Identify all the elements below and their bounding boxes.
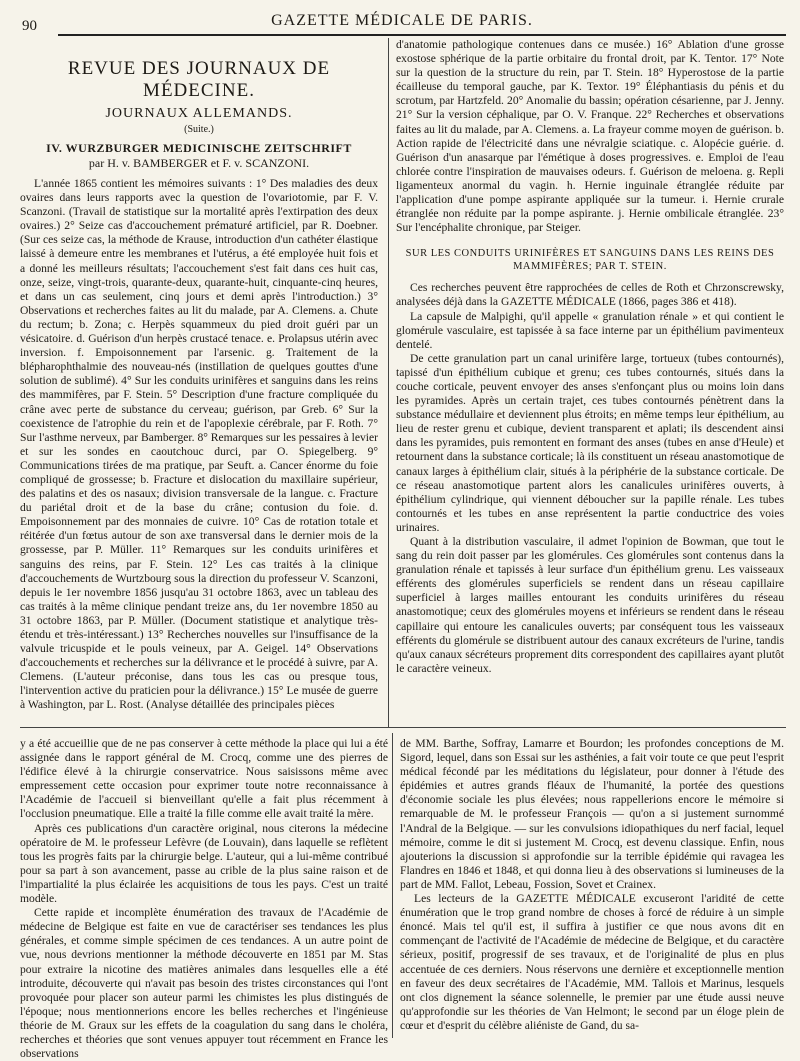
bottom-right-column: [400, 737, 784, 1037]
review-subtitle: JOURNAUX ALLEMANDS.: [105, 106, 293, 121]
academy-paragraph: Les lecteurs de la GAZETTE MÉDICALE excuseront l'aridité de cette énumération que le trop grand nombre de choses à forcé de réduire à un simple énoncé. Mais tel qu'il est, il suffira à justifier ce que nous avons dit en commençant de l'activité de l'Académie de médecine de Belgique, et du caractère sérieux, positif, progressif de ses travaux, et de l'originalité de plus en plus accentuée de ces derniers. Nous réservons une dernière et exceptionnelle mention en faveur des deux secrétaires de l'Académie, MM. Tallois et Marinus, lesquels ont clos dignement la séance solennelle, le premier par une étude aussi neuve qu'approfondie sur les théories de Van Helmont; le second par un éloge plein de cœur et d'esprit du célèbre aliéniste de Gand, du sa-: [400, 892, 784, 1032]
section-rule: [20, 727, 786, 728]
academy-paragraph: Après ces publications d'un caractère original, nous citerons la médecine opératoire de M. le professeur Lefèvre (de Louvain), dans laquelle se reflètent tous les progrès faits par la chirurgie belge. L'auteur, qui a lui-même contribué pour sa part à son avancement, passe au crible de la plus saine raison et de l'impartialité la plus éclairée les acquisitions de tous les pays. C'est un traité modèle.: [20, 821, 388, 906]
bottom-left-column: [20, 737, 388, 1061]
stein-paragraph: Quant à la distribution vasculaire, il admet l'opinion de Bowman, que tout le sang du rein doit passer par les glomérules. Ces glomérules sont contenus dans la granulation rénale et tapissés à leur surface d'un épithélium grenu. Les vaisseaux efférents des glomérules superficiels se rendent dans un réseau capillaire superficiel à larges mailles entourant les conduits urinifères du réseau anastomotique; ceux des glomérules moyens et inférieurs se rendent dans le réseau capillaire qui entoure les canalicules ouverts; par conséquent tous les vaisseaux efférents du glomérule se distribuent autour des canaux excréteurs de l'urine, tandis qu'aux canaux sécréteurs proprement dits correspondent des capillaires ayant plutôt le caractère veineux.: [396, 535, 784, 675]
journal-authors: par H. v. BAMBERGER et F. v. SCANZONI.: [88, 156, 310, 170]
memoir-list-paragraph: L'année 1865 contient les mémoires suivants : 1° Des maladies des deux ovaires dans leurs rapports avec la question de l'ovariotomie, par F. V. Scanzoni. (Travail de statistique sur la mortalité après l'extirpation des deux ovaires.) 2° Seize cas d'accouchement prématuré artificiel, par R. Doebner. (Sur ces seize cas, la méthode de Krause, introduction d'un cathéter élastique laissé à demeure entre les membranes et l'utérus, a été employée huit fois et a donné les meilleurs résultats; l'accouchement s'est fait dans ces huit cas, onze, seize, vingt-trois, quarante-deux, quarante-huit, cinquante-cinq heures, et dans un cas seulement, cinq jours et demi après l'introduction.) 3° Observations et recherches faites au lit du malade, par A. Clemens. a. Chute du rectum; b. Zona; c. Herpès squammeux du pied droit guéri par un vésicatoire. d. Guérison d'un herpès crustacé tenace. e. Prolapsus utérin avec inversion. f. Empoisonnement par l'arsenic. g. Traitement de la blépharophthalmie des nouveau-nés (instillation de quelques gouttes d'une solution de sublimé). 4° Sur les conduits urinifères et sanguins dans les reins des mammifères, par F. Stein. 5° Description d'une fracture compliquée du crâne avec perte de substance du cerveau; guérison, par Greb. 6° Sur la coexistence de l'atrophie du rein et de l'apoplexie cérébrale, par F. Roth. 7° Sur l'asthme nerveux, par Bamberger. 8° Remarques sur les pessaires à levier et sur les sondes en caoutchouc durci, par O. Spiegelberg. 9° Communications tirées de ma pratique, par Seuft. a. Cancer énorme du foie compliqué de grossesse; b. Fracture et dislocation du maxillaire supérieur, des palatins et des os nasaux; division transversale de la langue. c. Fracture du pariétal droit et de la base du crâne; contusion du foie. d. Empoisonnement par des monnaies de cuivre. 10° Cas de rotation totale et réitérée d'un fœtus autour de son axe transversal dans le dernier mois de la grossesse, par P. Müller. 11° Remarques sur les conduits urinifères et sanguins des reins, par F. Stein. 12° Les cas traités à la clinique d'accouchements de Wurtzbourg sous la direction du professeur V. Scanzoni, depuis le 1er novembre 1856 jusqu'au 31 octobre 1863, avec un tableau des cas traités à la même clinique pendant treize ans, du 1er novembre 1850 au 31 octobre 1863, par P. Müller. (Document statistique et analytique très-étendu et très-intéressant.) 13° Recherches nouvelles sur l'insuffisance de la valvule tricuspide et le pouls veineux, par A. Geigel. 14° Observations d'accouchements et recherches sur la délivrance et le procédé à suivre, par A. Clemens. (L'auteur préconise, dans tous les cas ou presque tous, l'intervention active du praticien pour la délivrance.) 15° Le musée de guerre à Washington, par L. Rost. (Analyse détaillée des principales pièces: [20, 177, 378, 712]
memoir-list-continuation: [396, 38, 784, 235]
page-header: [18, 10, 786, 34]
review-title: REVUE DES JOURNAUX DE MÉDECINE.: [67, 58, 331, 101]
right-column: [396, 38, 784, 718]
journal-title: IV. WURZBURGER MEDICINISCHE ZEITSCHRIFT: [46, 141, 352, 155]
academy-paragraph: Cette rapide et incomplète énumération des travaux de l'Académie de médecine de Belgique est faite en vue de caractériser ses tendances les plus générales, et comme simple spécimen de ces tendances. A un autre point de vue, nous devrions mentionner la méthode découverte en 1851 par M. Stas pour extraire la nicotine des matières animales dans lesquelles elle a été introduite, découverte qui n'avait pas besoin des tristes circonstances qui l'ont provoquée pour placer son auteur parmi les chimistes les plus distingués de l'époque; nous mentionnerions encore les belles recherches et l'ingénieuse théorie de M. Graux sur les effets de la coagulation du sang dans le choléra, recherches et théories que sont venues appuyer tout récemment en France les observations: [20, 906, 388, 1061]
stein-paragraph: De cette granulation part un canal urinifère large, tortueux (tubes contournés), tapissé d'un épithélium cubique et grenu; ces tubes contournés, situés dans la couche corticale, peuvent envoyer des anses s'enfonçant plus ou moins loin dans les pyramides. Après un certain trajet, ces tubes contournés pénètrent dans la substance médullaire et deviennent plus étroits; en même temps leur épithélium, au lieu de rester grenu et cubique, devient transparent et aplati; ils descendent ainsi dans les pyramides, puis remontent en formant des anses (tubes en anse d'Heule) et retournent dans la substance corticale; là ils constituent un réseau anastomotique de canaux larges à épithélium clair, situés à la périphérie de la substance corticale. De ce réseau anastomotique partent alors les canalicules urinifères ouverts, à épithélium cylindrique, qui viennent déboucher sur la papille rénale. Les tubes contournés et les tubes en anse représentent la partie conductrice des voies urinaires.: [396, 351, 784, 534]
review-continued: (Suite.): [184, 124, 214, 135]
stein-paragraph: Ces recherches peuvent être rapprochées de celles de Roth et Chrzonscrewsky, analysées déjà dans la GAZETTE MÉDICALE (1866, pages 386 et 418).: [396, 281, 784, 309]
academy-paragraph: y a été accueillie que de ne pas conserver à cette méthode la place qui lui a été assignée dans le rapport général de M. Crocq, comme une des pierres de l'édifice élevé à la chirurgie conservatrice. Nous saisissons même avec empressement cette occasion pour exprimer toute notre reconnaissance à l'Académie de l'accueil si bienveillant qu'elle a fait plus récemment à l'occlusion pneumatique. Elle a traité la fille comme elle avait traité la mère.: [20, 737, 388, 821]
page-number: 90: [22, 18, 37, 34]
bottom-column-divider: [392, 733, 393, 1038]
memoir-list-continued-text: d'anatomie pathologique contenues dans ce musée.) 16° Ablation d'une grosse exostose sphérique de la partie orbitaire du frontal droit, par K. Tentor. 17° Note sur la question de la structure du rein, par T. Stein. 18° Hyperostose de la partie écailleuse du temporal gauche, par K. Textor. 19° Éléphantiasis du pénis et du scrotum, par Hartzfeld. 20° Anomalie du bassin; opération césarienne, par J. Jenny. 21° Sur la version céphalique, par O. V. Franque. 22° Recherches et observations faites au lit du malade, par A. Clemens. a. La frayeur comme moyen de guérison. b. Action rapide de l'électricité dans une névralgie sciatique. c. Alopécie guérie. d. Guérison d'un anasarque par l'émétique à doses progressives. e. Emploi de l'eau chlorée contre l'inspiration de mauvaises odeurs. f. Guérison de meloena. g. Repli ligamenteux anormal du vagin. h. Hernie inguinale étranglée réduite par l'application d'une pompe aspirante appliquée sur la tumeur. i. Hernie crurale étranglée non réduite par la pompe aspirante. j. Hernie ombilicale étranglée. 23° Sur l'encéphalite chronique, par Steiger.: [396, 38, 784, 235]
column-divider: [388, 38, 389, 728]
left-column: [20, 52, 378, 717]
header-rule: [58, 34, 786, 36]
masthead-title: GAZETTE MÉDICALE DE PARIS.: [271, 12, 533, 29]
stein-paragraph: La capsule de Malpighi, qu'il appelle « granulation rénale » et qui contient le glomérule vasculaire, est tapissée à sa face interne par un épithélium pavimenteux dentelé.: [396, 309, 784, 351]
academy-paragraph: de MM. Barthe, Soffray, Lamarre et Bourdon; les profondes conceptions de M. Sigord, lequel, dans son Essai sur les asthénies, a fait voir toute ce que peut l'esprit médical fécondé par les méditations du législateur, pour donner à l'étude des épidémies et autres grands fléaux de l'humanité, la portée des questions d'économie sociale les plus élevées; nous rappellerions encore le mémoire si remarquable de M. le professeur François — qu'on a si justement surnommé l'Andral de la Belgique. — sur les convulsions idiopathiques du nerf facial, lequel mémoire, comme le dit si justement M. Crocq, est devenu classique. Enfin, nous ajouterions la discussion si approfondie sur la terrible épidémie qui ravagea les Flandres en 1846 et 1848, et qui donna lieu à des observations si lumineuses de la part de MM. Fallot, Lebeau, Fossion, Sovet et Crainex.: [400, 737, 784, 891]
stein-section-title: SUR LES CONDUITS URINIFÈRES ET SANGUINS DANS LES REINS DES MAMMIFÈRES; PAR T. STEIN.: [405, 248, 775, 273]
